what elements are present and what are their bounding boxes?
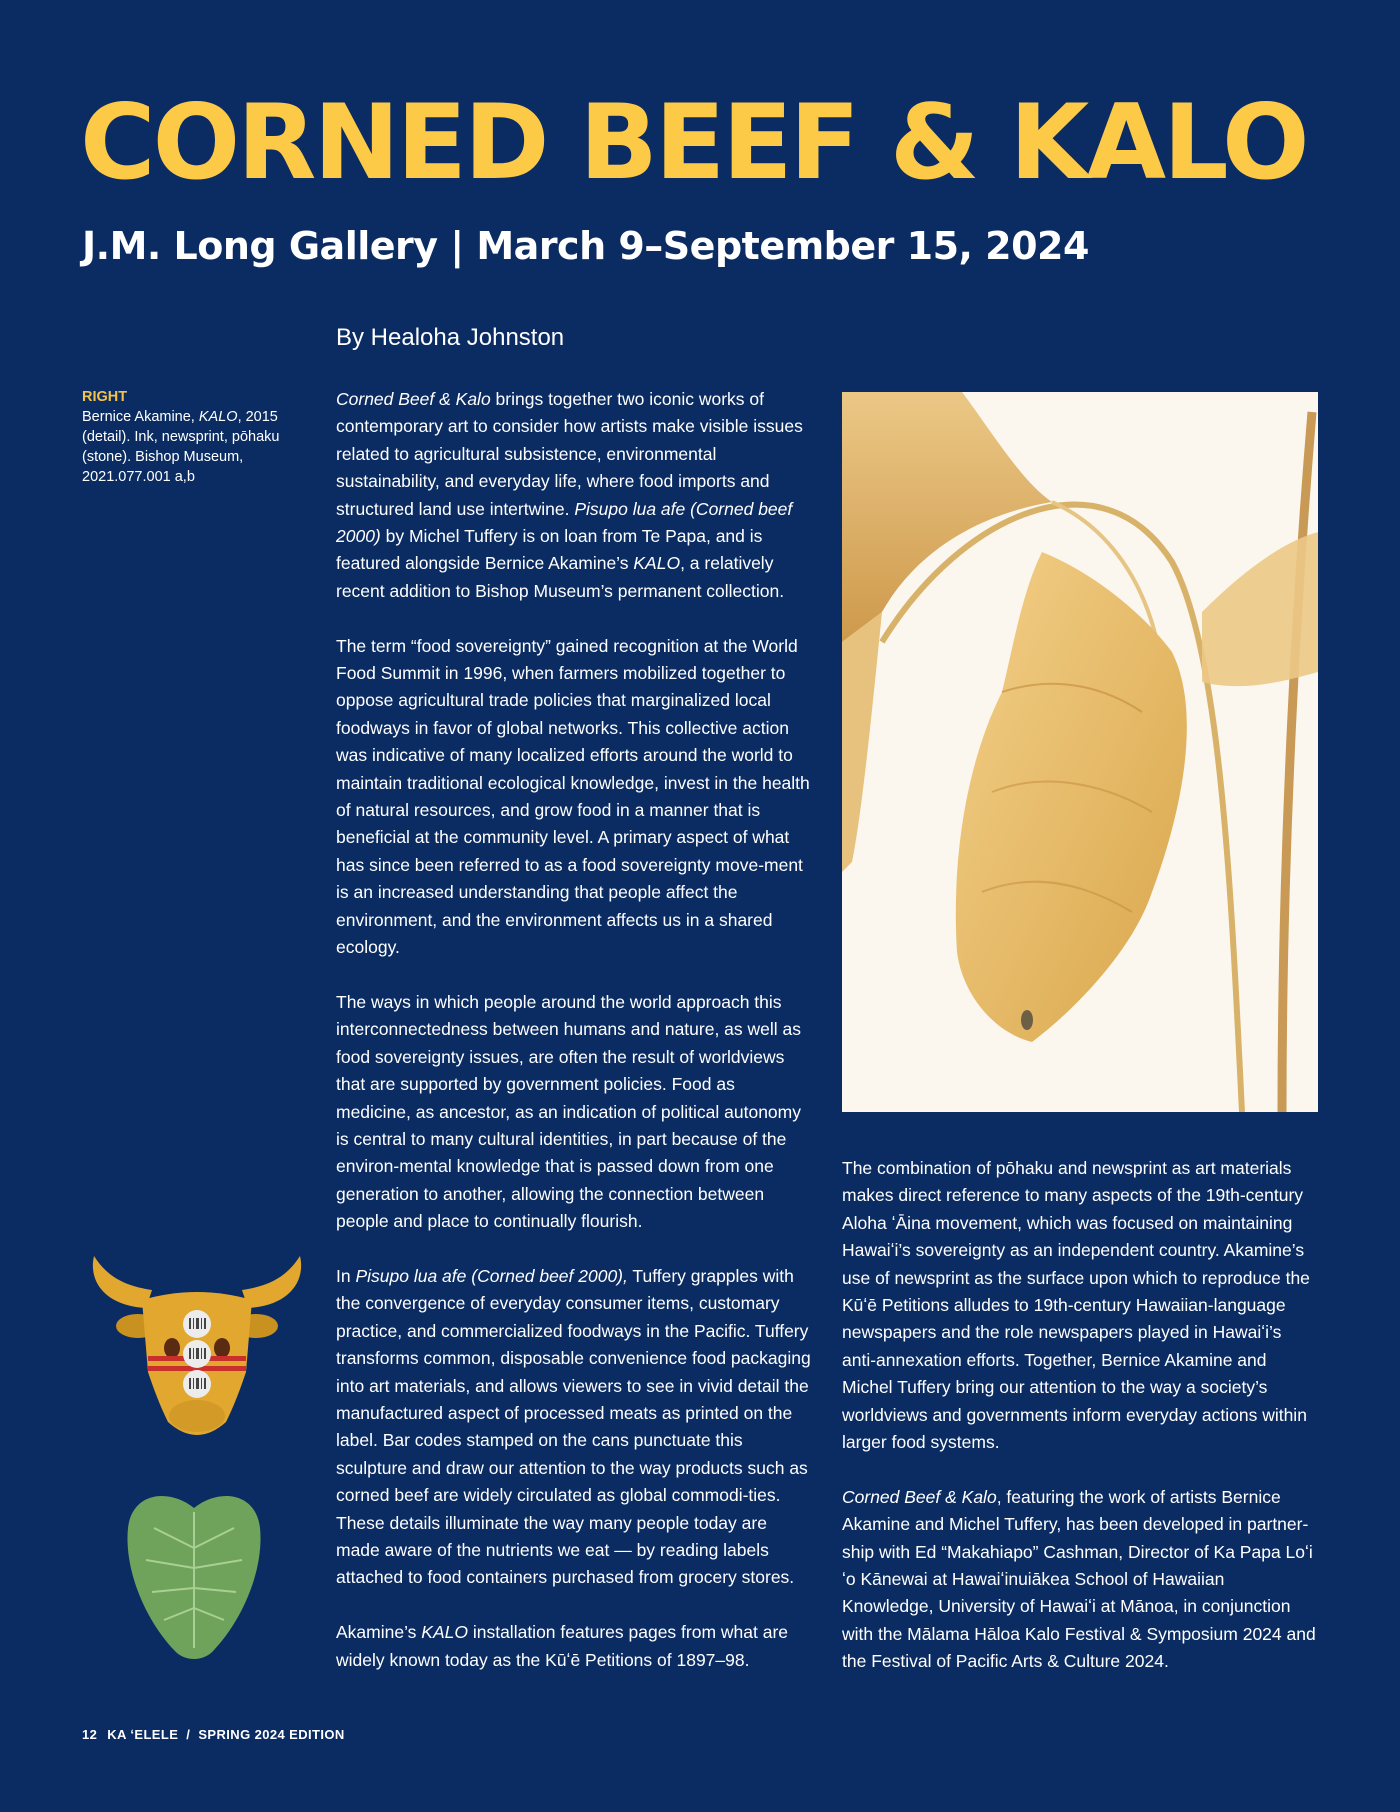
- text-span: by Michel Tuffery is on loan from Te Papa, and is featured alongside Bernice Akamine’s: [336, 526, 763, 574]
- byline: By Healoha Johnston: [336, 324, 565, 351]
- page-number: 12: [82, 1727, 98, 1742]
- article-paragraph-5: [336, 1619, 812, 1674]
- exhibition-title-ref: Corned Beef & Kalo: [336, 389, 491, 409]
- caption-artwork-title: KALO: [198, 409, 238, 425]
- article-paragraph-1: [336, 386, 812, 605]
- article-paragraph-2: The term “food sovereignty” gained recognition at the World Food Summit in 1996, when farmers mobilized together to oppose agricultural trade policies that marginalized local foodways in favor of global networks. This collective action was indicative of many localized efforts around the world to maintain traditional ecological knowledge, invest in the health of natural resources, and grow food in a manner that is beneficial at the community level. A primary aspect of what has since been referred to as a food sovereignty move-ment is an increased understanding that people affect the environment, and the environment affects us in a shared ecology.: [336, 635, 810, 958]
- article-column-left: [336, 386, 812, 1701]
- artwork-title-ref: KALO: [421, 1622, 468, 1643]
- kalo-sculpture-image: [842, 392, 1318, 1112]
- exhibition-title-ref: Corned Beef & Kalo: [842, 1486, 997, 1507]
- exhibition-subtitle: J.M. Long Gallery | March 9–September 15, 2024: [82, 224, 1089, 268]
- page-title: CORNED BEEF & KALO: [80, 83, 1307, 203]
- caption-text-1: Bernice Akamine,: [82, 409, 199, 425]
- artwork-title-ref: Pisupo lua afe (Corned beef 2000): [336, 498, 793, 547]
- bull-head-icon: [86, 1252, 308, 1444]
- article-paragraph-4: [336, 1263, 812, 1592]
- caption-label: RIGHT: [82, 389, 128, 405]
- article-column-right: [842, 1155, 1320, 1703]
- article-paragraph-7: [842, 1484, 1320, 1676]
- kalo-leaf-icon: [124, 1488, 264, 1666]
- text-span: installation features pages from what are widely known today as the Kūʻē Petitions of 1897–98.: [336, 1622, 789, 1670]
- text-span: , featuring the work of artists Bernice Akamine and Michel Tuffery, has been developed in partner-ship with Ed “Makahiapo” Cashman, Director of Ka Papa Loʻi ʻo Kānewai at Hawaiʻinuiākea School of Hawaiian Knowledge, University of Hawaiʻi at Mānoa, in conjunction with the Mālama Hāloa Kalo Festival & Symposium 2024 and the Festival of Pacific Arts & Culture 2024.: [842, 1486, 1316, 1672]
- image-caption: [82, 387, 302, 487]
- article-paragraph-3: The ways in which people around the world approach this interconnectedness between humans and nature, as well as food sovereignty issues, are often the result of worldviews that are supported by government policies. Food as medicine, as ancestor, as an indication of political autonomy is central to many cultural identities, in part because of the environ-mental knowledge that is passed down from one generation to another, allowing the connection between people and place to continually flourish.: [336, 991, 802, 1232]
- text-span: In: [336, 1265, 356, 1286]
- caption-text-2: , 2015 (detail). Ink, newsprint, pōhaku (stone). Bishop Museum, 2021.077.001 a,b: [82, 409, 280, 485]
- artwork-title-ref: KALO: [633, 553, 681, 574]
- text-span: , a relatively recent addition to Bishop Museum’s permanent collection.: [336, 553, 785, 601]
- publication-name: KA ʻELELE / SPRING 2024 EDITION: [107, 1727, 345, 1742]
- text-span: Tuffery grapples with the convergence of everyday consumer items, customary practice, and commercialized foodways in the Pacific. Tuffery transforms common, disposable convenience food packaging into art materials, and allows viewers to see in vivid detail the manufactured aspect of processed meats as printed on the label. Bar codes stamped on the cans punctuate this sculpture and draw our attention to the way products such as corned beef are widely circulated as global commodi-ties. These details illuminate the way many people today are made aware of the nutrients we eat — by reading labels attached to food containers purchased from grocery stores.: [336, 1265, 811, 1588]
- article-paragraph-6: The combination of pōhaku and newsprint as art materials makes direct reference to many aspects of the 19th-century Aloha ʻĀina movement, which was focused on maintaining Hawaiʻi’s sovereignty as an independent country. Akamine’s use of newsprint as the surface upon which to reproduce the Kūʻē Petitions alludes to 19th-century Hawaiian-language newspapers and the role newspapers played in Hawaiʻi’s anti-annexation efforts. Together, Bernice Akamine and Michel Tuffery bring our attention to the way a society’s worldviews and governments inform everyday actions within larger food systems.: [842, 1158, 1310, 1453]
- text-span: Akamine’s: [336, 1622, 422, 1643]
- page-footer: [82, 1727, 355, 1742]
- artwork-title-ref: Pisupo lua afe (Corned beef 2000),: [355, 1265, 628, 1286]
- kalo-sculpture-photo: [842, 392, 1318, 1112]
- text-span: brings together two iconic works of contemporary art to consider how artists make visible issues related to agricultural subsistence, environmental sustainability, and everyday life, where food imports and structured land use intertwine.: [336, 389, 803, 519]
